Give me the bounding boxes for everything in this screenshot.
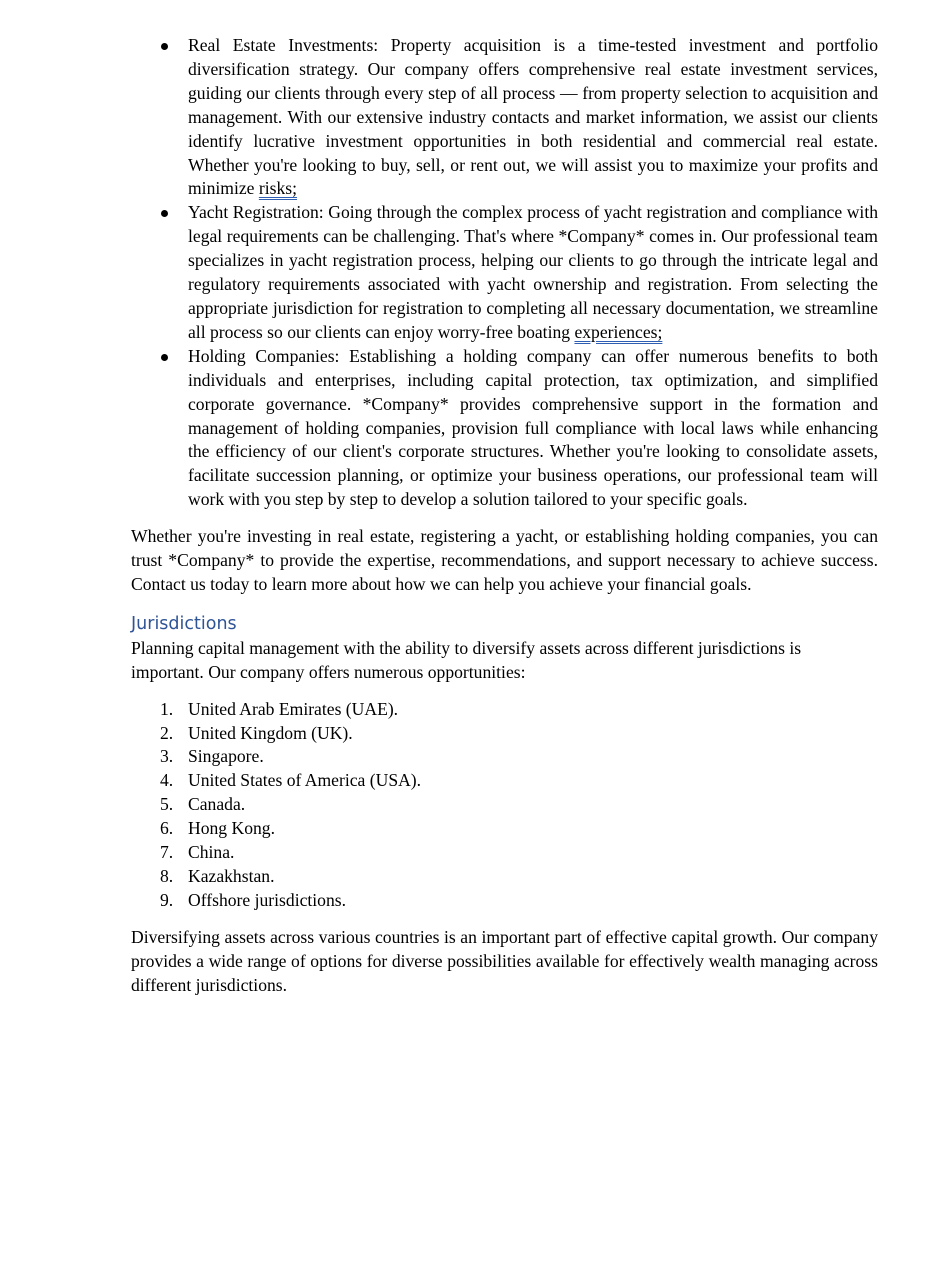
jurisdiction-label: United States of America (USA). — [188, 770, 422, 791]
jurisdiction-item — [131, 745, 878, 769]
jurisdiction-item — [131, 865, 878, 889]
services-bullet-list — [131, 34, 878, 512]
list-number: 1. — [160, 698, 174, 719]
list-number: 6. — [160, 818, 174, 839]
spellcheck-flagged-word[interactable]: experiences; — [574, 321, 663, 342]
document-page — [131, 34, 878, 998]
jurisdictions-numbered-list — [131, 698, 878, 913]
section-heading-jurisdictions: Jurisdictions — [131, 613, 237, 634]
bullet-icon — [161, 43, 168, 50]
list-number: 5. — [160, 794, 174, 815]
jurisdiction-item — [131, 769, 878, 793]
bullet-icon — [161, 210, 168, 217]
jurisdiction-label: United Arab Emirates (UAE). — [188, 698, 399, 719]
jurisdiction-label: Kazakhstan. — [188, 866, 275, 886]
closing-paragraph: Diversifying assets across various countries is an important part of effective capital growth. Our company provides a wide range of options for diverse possibilities available for effectively wealth managing across different jurisdictions. — [131, 926, 878, 995]
jurisdiction-item — [131, 793, 878, 817]
list-number: 2. — [160, 722, 174, 743]
service-text: Holding Companies: Establishing a holding company can offer numerous benefits to both individuals and enterprises, including capital protection, tax optimization, and simplified corporate governance. *Company* provides comprehensive support in the formation and management of holding companies, provision full compliance with local laws while enhancing the efficiency of our client's corporate structures. Whether you're looking to consolidate assets, facilitate succession planning, or optimize your business operations, our professional team will work with you step by step to develop a solution tailored to your specific goals. — [188, 345, 878, 510]
summary-paragraph: Whether you're investing in real estate, registering a yacht, or establishing holding companies, you can trust *Company* to provide the expertise, recommendations, and support necessary to achieve success. Contact us today to learn more about how we can help you achieve your financial goals. — [131, 526, 878, 594]
jurisdiction-item — [131, 841, 878, 865]
service-text: Yacht Registration: Going through the complex process of yacht registration and compliance with legal requirements can be challenging. That's where *Company* comes in. Our professional team specializes in yacht registration process, helping our clients to go through the intricate legal and regulatory requirements associated with yacht ownership and registration. From selecting the appropriate jurisdiction for registration to completing all necessary documentation, we streamline all process so our clients can enjoy worry-free boating — [188, 202, 878, 342]
jurisdiction-label: Singapore. — [188, 746, 264, 767]
list-number: 8. — [160, 866, 174, 886]
list-number: 3. — [160, 746, 174, 767]
jurisdiction-label: Canada. — [188, 794, 246, 815]
service-item-holding-companies — [131, 345, 878, 512]
jurisdiction-label: United Kingdom (UK). — [188, 722, 353, 743]
service-item-yacht-registration — [131, 201, 878, 344]
jurisdiction-item — [131, 698, 878, 722]
jurisdiction-item — [131, 817, 878, 841]
list-number: 7. — [160, 842, 174, 863]
service-text: Real Estate Investments: Property acquisition is a time-tested investment and portfolio diversification strategy. Our company offers comprehensive real estate investment services, guiding our clients through every step of all process — from property selection to acquisition and management. With our extensive industry contacts and market information, we assist our clients identify lucrative investment opportunities in both residential and commercial real estate. Whether you're looking to buy, sell, or rent out, we will assist you to maximize your profits and minimize — [188, 35, 878, 199]
spellcheck-flagged-word[interactable]: risks; — [258, 178, 297, 199]
list-number: 4. — [160, 770, 174, 791]
jurisdiction-label: Hong Kong. — [188, 818, 275, 839]
bullet-icon — [161, 354, 168, 361]
jurisdiction-label: China. — [188, 842, 235, 863]
jurisdiction-item — [131, 889, 878, 913]
list-number: 9. — [160, 889, 174, 910]
service-item-real-estate — [131, 34, 878, 201]
jurisdiction-item — [131, 722, 878, 746]
jurisdictions-intro: Planning capital management with the ability to diversify assets across different jurisdictions is important. Our company offers numerous opportunities: — [131, 637, 802, 682]
jurisdiction-label: Offshore jurisdictions. — [188, 889, 347, 910]
